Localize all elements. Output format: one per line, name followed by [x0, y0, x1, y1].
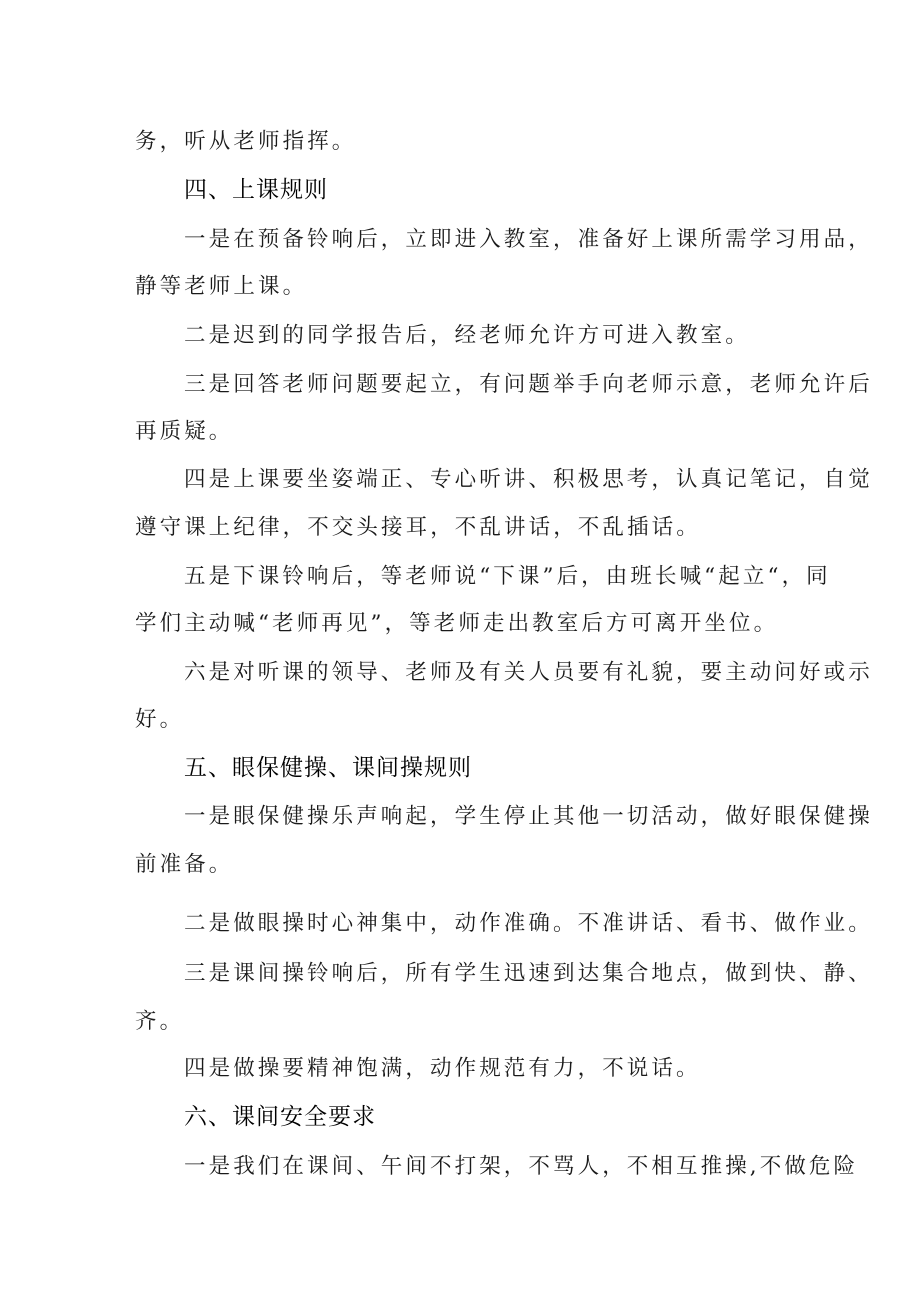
section-heading-break-safety: 六、课间安全要求 — [184, 1104, 376, 1130]
rule-6-line-2: 好。 — [135, 707, 185, 732]
exercise-rule-1-line-1: 一是眼保健操乐声响起，学生停止其他一切活动，做好眼保健操 — [184, 804, 873, 829]
safety-rule-1-line-1: 一是我们在课间、午间不打架，不骂人，不相互推操,不做危险 — [184, 1154, 859, 1179]
exercise-rule-1-line-2: 前准备。 — [135, 852, 234, 877]
rule-6-line-1: 六是对听课的领导、老师及有关人员要有礼貌，要主动问好或示 — [184, 660, 873, 685]
rule-1-line-2: 静等老师上课。 — [135, 274, 308, 299]
paragraph-continuation: 务，听从老师指挥。 — [135, 129, 357, 154]
rule-5-line-2: 学们主动喊“老师再见”，等老师走出教室后方可离开坐位。 — [135, 611, 779, 636]
exercise-rule-3-line-1: 三是课间操铃响后，所有学生迅速到达集合地点，做到快、静、 — [184, 961, 873, 986]
rule-2-line-1: 二是迟到的同学报告后，经老师允许方可进入教室。 — [184, 323, 750, 348]
exercise-rule-2-line-1: 二是做眼操时心神集中，动作准确。不准讲话、看书、做作业。 — [184, 911, 873, 936]
exercise-rule-4-line-1: 四是做操要精神饱满，动作规范有力，不说话。 — [184, 1056, 701, 1081]
rule-3-line-2: 再质疑。 — [135, 419, 234, 444]
rule-1-line-1: 一是在预备铃响后，立即进入教室，准备好上课所需学习用品， — [184, 227, 873, 252]
rule-3-line-1: 三是回答老师问题要起立，有问题举手向老师示意，老师允许后 — [184, 372, 873, 397]
section-heading-class-rules: 四、上课规则 — [184, 177, 328, 203]
section-heading-eye-exercise-rules: 五、眼保健操、课间操规则 — [184, 755, 472, 781]
exercise-rule-3-line-2: 齐。 — [135, 1009, 185, 1034]
rule-4-line-1: 四是上课要坐姿端正、专心听讲、积极思考，认真记笔记，自觉 — [184, 467, 873, 492]
rule-5-line-1: 五是下课铃响后，等老师说“下课”后，由班长喊“起立“，同 — [184, 564, 831, 589]
rule-4-line-2: 遵守课上纪律，不交头接耳，不乱讲话，不乱插话。 — [135, 515, 701, 540]
